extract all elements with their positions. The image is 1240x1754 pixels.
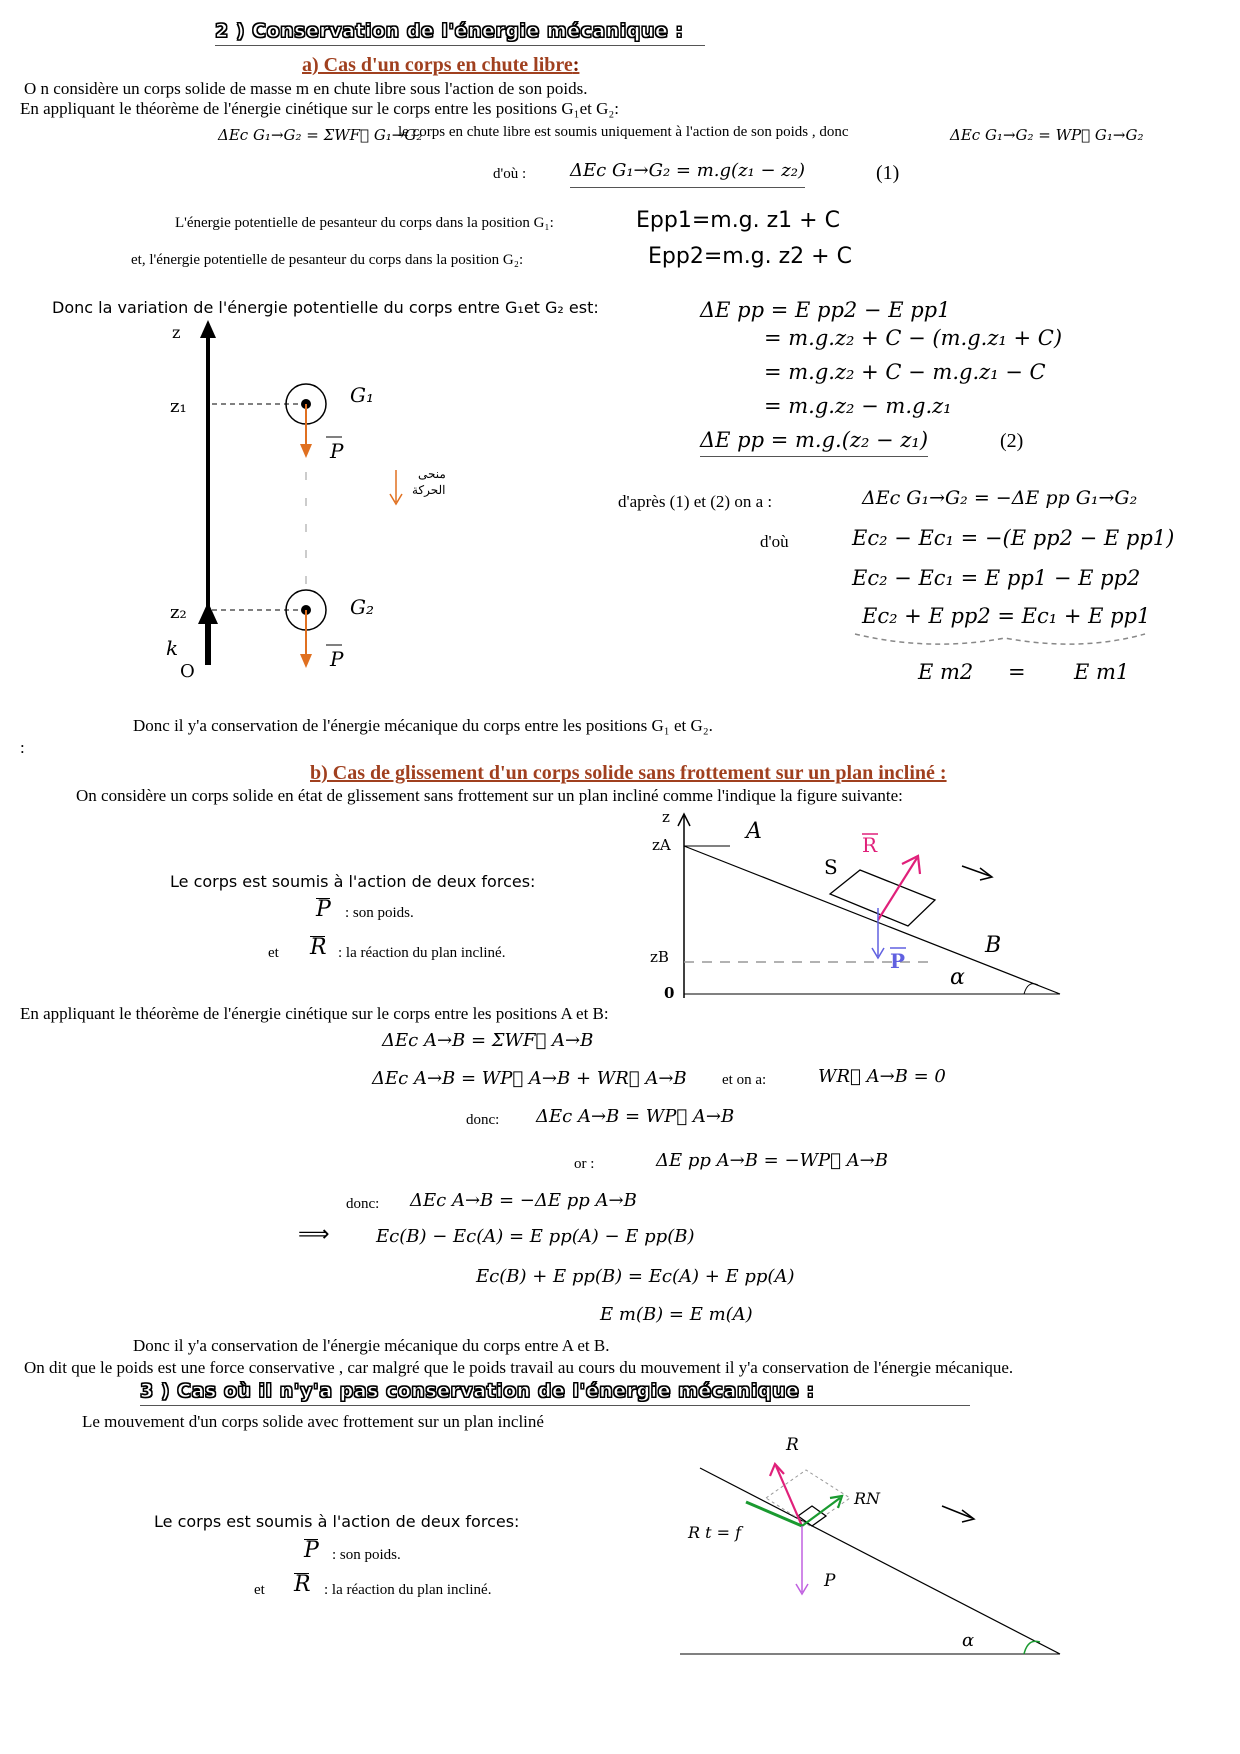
b-donc-1: donc:: [466, 1112, 500, 1128]
b-force-p: : son poids.: [345, 905, 414, 921]
b-deriv-2: Ec(B) + E pp(B) = Ec(A) + E pp(A): [476, 1266, 795, 1287]
b-et-on-a: et on a:: [722, 1072, 767, 1088]
figure-inclined-friction: [680, 1420, 1080, 1660]
b-vec-P-label: P: [316, 897, 331, 922]
b-implies: ⟹: [298, 1222, 330, 1247]
eq-theorem: ΔEc G₁→G₂ = ΣWF⃗ G₁→G₂: [218, 126, 423, 144]
s3-force-p: : son poids.: [332, 1547, 401, 1563]
var-line-4: = m.g.z₂ − m.g.z₁: [764, 394, 952, 418]
only-weight-text: le corps en chute libre est soumis uniquement à l'action de son poids , donc: [398, 124, 849, 140]
section-2-title: 2 ) Conservation de l'énergie mécanique :: [215, 20, 684, 42]
b-eq-or: ΔE pp A→B = −WP⃗ A→B: [656, 1150, 888, 1171]
label-O: O: [180, 661, 195, 680]
fig3-label-Rt: R t = f: [688, 1523, 742, 1542]
subsection-b-intro: On considère un corps solide en état de glissement sans frottement sur un plan incliné comme l'indique la figure suivante:: [76, 786, 903, 805]
z-axis-arrowhead: [200, 320, 216, 338]
s3-et: et: [254, 1582, 265, 1598]
epp1-label: L'énergie potentielle de pesanteur du corps dans la position G₁:: [175, 215, 554, 231]
b-eq-donc-2: ΔEc A→B = −ΔE pp A→B: [410, 1190, 637, 1211]
label-z: z: [172, 323, 181, 342]
b-force-r: : la réaction du plan incliné.: [338, 945, 506, 961]
brace-decoration: [850, 630, 1150, 654]
fig2-label-B: B: [985, 933, 1002, 958]
label-P1: P: [330, 439, 344, 463]
em1: E m1: [1074, 660, 1130, 684]
dapres-eq: ΔEc G₁→G₂ = −ΔE pp G₁→G₂: [862, 487, 1138, 509]
fig2-label-P: P: [890, 949, 906, 973]
b-vec-R-label: R: [310, 935, 327, 960]
figure-inclined-plane: [640, 808, 1080, 1004]
em-equals: =: [1008, 660, 1026, 684]
dou-label: d'où :: [493, 166, 527, 182]
arabic-label-1: منحى: [418, 467, 446, 481]
section-3-title: 3 ) Cas où il n'y'a pas conservation de l'énergie mécanique :: [140, 1380, 815, 1402]
eq-weight: ΔEc G₁→G₂ = WP⃗ G₁→G₂: [950, 126, 1144, 144]
weight-arrow-G1: [300, 444, 312, 458]
fig2-label-A: A: [746, 819, 762, 844]
arabic-label-2: الحركة: [412, 483, 446, 497]
fig2-reaction-arrow: [902, 856, 920, 874]
deriv-line-1: Ec₂ − Ec₁ = −(E pp2 − E pp1): [852, 526, 1175, 550]
eq-2: ΔE pp = m.g.(z₂ − z₁): [700, 428, 928, 457]
section-3-underline: [140, 1405, 970, 1406]
intro-line-2: En appliquant le théorème de l'énergie cinétique sur le corps entre les positions G₁et G₂:: [20, 99, 620, 118]
fig2-block: [830, 870, 935, 926]
b-et: et: [268, 945, 279, 961]
fig2-label-S: S: [824, 855, 838, 879]
b-donc-2: donc:: [346, 1196, 380, 1212]
b-wr-zero: WR⃗ A→B = 0: [818, 1066, 946, 1087]
subsection-a-title: a) Cas d'un corps en chute libre:: [302, 54, 580, 76]
b-eq-1: ΔEc A→B = ΣWF⃗ A→B: [382, 1030, 594, 1051]
k-vector-head: [198, 602, 218, 624]
label-P2: P: [330, 647, 344, 671]
fig2-label-z: z: [662, 808, 670, 826]
deriv-line-2: Ec₂ − Ec₁ = E pp1 − E pp2: [852, 566, 1141, 590]
epp1-eq: Epp1=m.g. z1 + C: [636, 208, 840, 233]
s3-vec-P-label: P: [304, 1538, 319, 1563]
label-z2: z₂: [170, 602, 187, 623]
s3-force-r: : la réaction du plan incliné.: [324, 1582, 492, 1598]
label-k: k: [166, 636, 179, 660]
dou-2-label: d'où: [760, 532, 789, 551]
fig2-incline: [684, 846, 1060, 994]
eq-1-number: (1): [876, 162, 900, 184]
var-line-1: ΔE pp = E pp2 − E pp1: [700, 298, 951, 322]
fig3-label-RN: RN: [854, 1489, 881, 1508]
b-deriv-1: Ec(B) − Ec(A) = E pp(A) − E pp(B): [376, 1226, 695, 1247]
label-z1: z₁: [170, 396, 187, 417]
deriv-line-3: Ec₂ + E pp2 = Ec₁ + E pp1: [862, 604, 1151, 628]
s3-forces-intro: Le corps est soumis à l'action de deux forces:: [154, 1512, 520, 1531]
b-deriv-3: E m(B) = E m(A): [600, 1304, 753, 1325]
conclusion-a: Donc il y'a conservation de l'énergie mécanique du corps entre les positions G₁ et G₂.: [133, 716, 713, 735]
fig2-label-O: 0: [664, 984, 675, 1002]
epp2-label: et, l'énergie potentielle de pesanteur du corps dans la position G₂:: [131, 252, 524, 268]
figure-free-fall: [150, 320, 570, 680]
weight-arrow-G2: [300, 654, 312, 668]
dapres-label: d'après (1) et (2) on a :: [618, 492, 773, 511]
label-G1: G₁: [350, 383, 374, 407]
intro-line-1: O n considère un corps solide de masse m en chute libre sous l'action de son poids.: [24, 79, 588, 98]
section-3-intro: Le mouvement d'un corps solide avec frottement sur un plan incliné: [82, 1412, 544, 1431]
b-or: or :: [574, 1156, 595, 1172]
fig3-label-P: P: [824, 1571, 836, 1591]
em2: E m2: [918, 660, 974, 684]
section-2-underline: [215, 45, 705, 46]
subsection-b-title: b) Cas de glissement d'un corps solide sans frottement sur un plan incliné :: [310, 762, 947, 784]
b-forces-intro: Le corps est soumis à l'action de deux forces:: [170, 872, 536, 891]
b-eq-2: ΔEc A→B = WP⃗ A→B + WR⃗ A→B: [372, 1068, 687, 1089]
donc-variation-text: Donc la variation de l'énergie potentielle du corps entre G₁et G₂ est:: [52, 298, 599, 317]
b-eq-donc-1: ΔEc A→B = WP⃗ A→B: [536, 1106, 735, 1127]
eq-2-number: (2): [1000, 430, 1024, 452]
b-theorem: En appliquant le théorème de l'énergie cinétique sur le corps entre les positions A et B:: [20, 1004, 609, 1023]
fig3-label-alpha: α: [962, 1630, 975, 1651]
eq-1: ΔEc G₁→G₂ = m.g(z₁ − z₂): [570, 160, 805, 188]
fig2-label-zA: zA: [652, 836, 671, 854]
stray-colon: :: [20, 738, 25, 757]
fig2-label-alpha: α: [950, 965, 965, 990]
fig2-label-zB: zB: [650, 948, 669, 966]
fig2-label-R: R: [862, 833, 878, 857]
epp2-eq: Epp2=m.g. z2 + C: [648, 244, 852, 269]
s3-vec-R-label: R: [294, 1572, 311, 1597]
b-conservative: On dit que le poids est une force conservative , car malgré que le poids travail au cours du mouvement il y'a conservation de l'énergie mécanique.: [24, 1358, 1014, 1377]
label-G2: G₂: [350, 595, 374, 619]
var-line-3: = m.g.z₂ + C − m.g.z₁ − C: [764, 360, 1046, 384]
b-conclusion: Donc il y'a conservation de l'énergie mécanique du corps entre A et B.: [133, 1336, 610, 1355]
var-line-2: = m.g.z₂ + C − (m.g.z₁ + C): [764, 326, 1063, 350]
fig3-label-R: R: [786, 1435, 799, 1455]
